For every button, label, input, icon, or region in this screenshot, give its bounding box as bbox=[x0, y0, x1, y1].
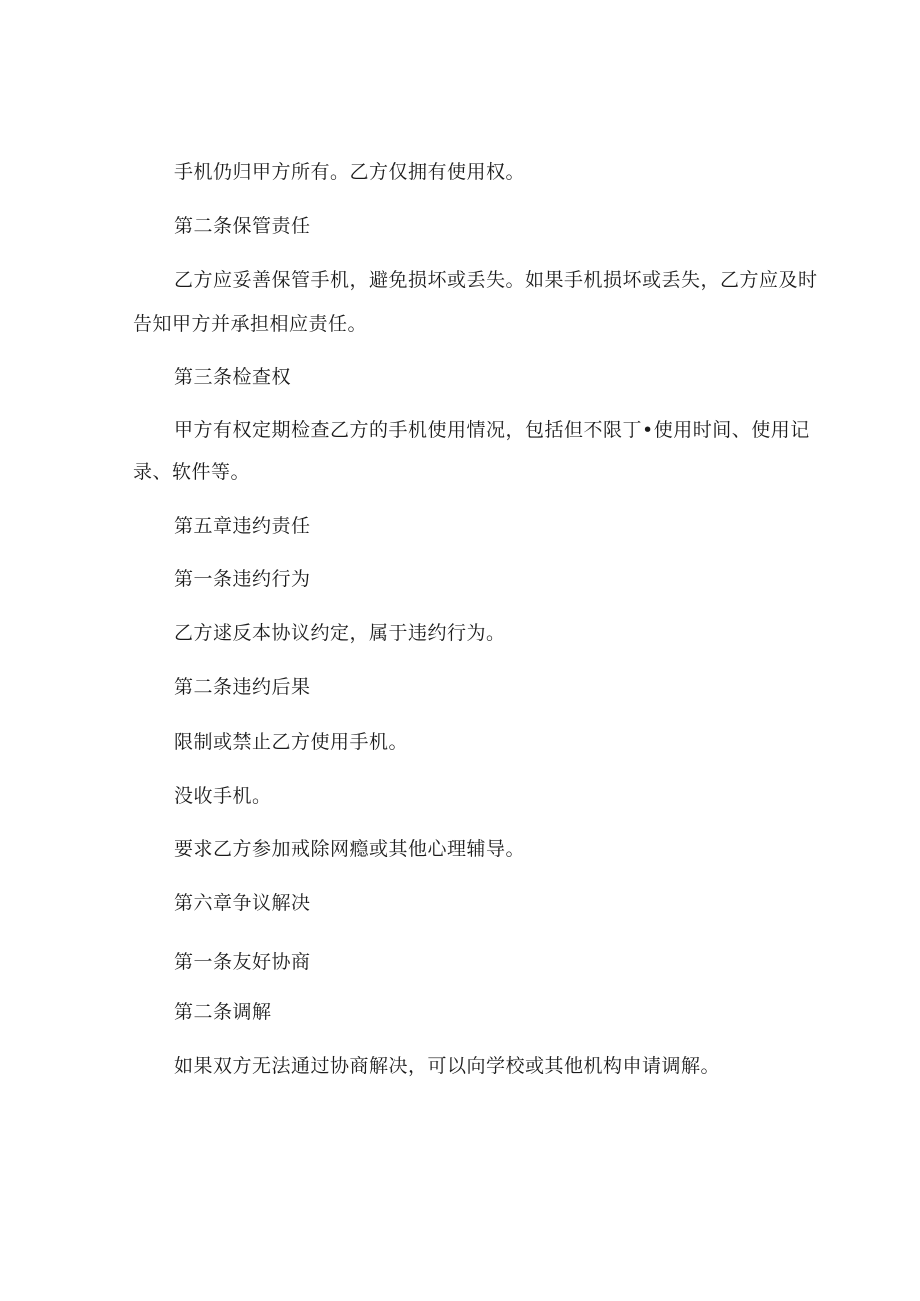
heading-article-1-negotiation: 第一条友好协商 bbox=[174, 951, 311, 973]
paragraph-ownership: 手机仍归甲方所有。乙方仅拥有使用权。 bbox=[174, 161, 526, 183]
heading-article-3-inspection: 第三条检查权 bbox=[174, 366, 292, 388]
paragraph-inspection-line-1: 甲方有权定期检查乙方的手机使用情况，包括但不限丁•使用时间、使用记 bbox=[174, 419, 810, 441]
paragraph-inspection-line-2: 录、软件等。 bbox=[133, 461, 251, 483]
paragraph-confiscate: 没收手机。 bbox=[174, 785, 272, 807]
heading-chapter-6-disputes: 第六章争议解决 bbox=[174, 892, 311, 914]
heading-article-2-consequences: 第二条违约后果 bbox=[174, 676, 311, 698]
heading-article-2-mediation: 第二条调解 bbox=[174, 1001, 272, 1023]
paragraph-custody-line-1: 乙方应妥善保管手机，避免损坏或丢失。如果手机损坏或丢失，乙方应及时 bbox=[174, 269, 818, 291]
heading-article-1-breach: 第一条违约行为 bbox=[174, 568, 311, 590]
paragraph-breach: 乙方逑反本协议约定，属于违约行为。 bbox=[174, 622, 506, 644]
paragraph-restrict-use: 限制或禁止乙方使用手机。 bbox=[174, 731, 409, 753]
paragraph-counseling: 要求乙方参加戒除网瘾或其他心理辅导。 bbox=[174, 838, 526, 860]
heading-chapter-5-liability: 第五章违约责任 bbox=[174, 515, 311, 537]
paragraph-custody-line-2: 告知甲方并承担相应责任。 bbox=[133, 313, 368, 335]
paragraph-mediation: 如果双方无法通过协商解决，可以向学校或其他机构申请调解。 bbox=[174, 1055, 721, 1077]
heading-article-2-custody: 第二条保管责任 bbox=[174, 215, 311, 237]
